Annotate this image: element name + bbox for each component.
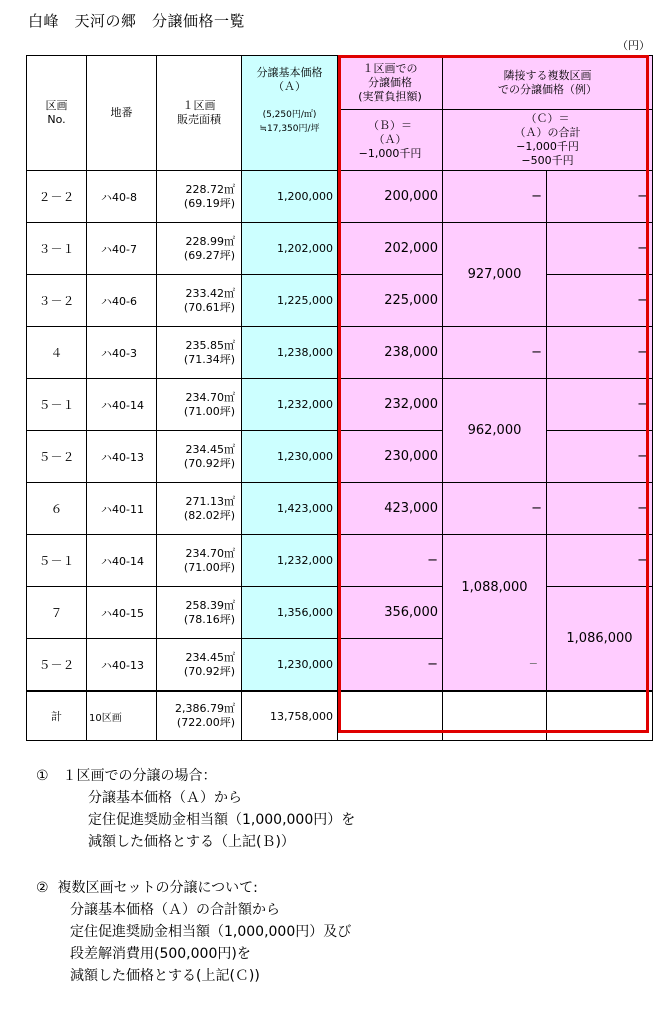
area-tsubo: (70.92坪): [183, 664, 235, 678]
cell-lot: ハ40-15: [87, 587, 157, 639]
page-title: 白峰 天河の郷 分譲価格一覧: [28, 12, 246, 30]
cell-base-price: 1,200,000: [242, 171, 338, 223]
cell-lot: ハ40-6: [87, 275, 157, 327]
header-no-line2: No.: [47, 113, 66, 126]
cell-combo-a: −: [443, 171, 547, 223]
area-sqm: 234.70㎡: [185, 546, 235, 560]
header-no: [27, 56, 87, 171]
table-row: [27, 535, 653, 587]
header-base-line1: 分譲基本価格: [256, 66, 323, 79]
cell-no: ３－２: [27, 275, 87, 327]
cell-no: ５－１: [27, 379, 87, 431]
total-label: 計: [27, 691, 87, 741]
header-base-note: [242, 108, 337, 136]
cell-combo-a: 962,000: [443, 379, 547, 483]
table-row: [27, 223, 653, 275]
table-row: [27, 171, 653, 223]
cell-single-price: 202,000: [338, 223, 443, 275]
header-area-line2: 販売面積: [177, 113, 221, 126]
table-row: [27, 483, 653, 535]
header-base-line2: （Ａ）: [273, 80, 306, 93]
cell-combo-b: −: [547, 223, 653, 275]
cell-area: [157, 379, 242, 431]
cell-lot: ハ40-11: [87, 483, 157, 535]
cell-single-price: 232,000: [338, 379, 443, 431]
cell-combo-b: −: [547, 275, 653, 327]
cell-no: ５－２: [27, 639, 87, 692]
cell-area: [157, 587, 242, 639]
cell-no: ３－１: [27, 223, 87, 275]
cell-no: ５－２: [27, 431, 87, 483]
area-tsubo: (82.02坪): [183, 508, 235, 522]
note-1-head: ① １区画での分譲の場合：: [36, 768, 217, 784]
cell-no: ４: [27, 327, 87, 379]
area-tsubo: (69.19坪): [183, 196, 235, 210]
header-area-line1: １区画: [182, 99, 216, 112]
cell-base-price: 1,202,000: [242, 223, 338, 275]
cell-no: ６: [27, 483, 87, 535]
cell-area: [157, 639, 242, 692]
area-tsubo: (71.00坪): [183, 404, 235, 418]
area-sqm: 271.13㎡: [185, 494, 235, 508]
area-sqm: 258.39㎡: [185, 598, 235, 612]
cell-combo-b: −: [547, 327, 653, 379]
total-combo-a-empty: [443, 691, 547, 741]
single-formula-line2: （Ａ）: [373, 133, 407, 146]
total-combo-b-empty: [547, 691, 653, 741]
cell-single-price: −: [338, 535, 443, 587]
area-sqm: 235.85㎡: [185, 338, 235, 352]
area-sqm: 234.45㎡: [185, 650, 235, 664]
area-sqm: 234.70㎡: [185, 390, 235, 404]
cell-base-price: 1,232,000: [242, 379, 338, 431]
multi-formula-line4: −500千円: [521, 154, 574, 167]
total-area: [157, 691, 242, 741]
cell-base-price: 1,356,000: [242, 587, 338, 639]
cell-combo-b: 1,086,000: [547, 587, 653, 692]
note-1-line: 減額した価格とする（上記(Ｂ)）: [88, 834, 295, 850]
table-row: [27, 379, 653, 431]
cell-area: [157, 431, 242, 483]
cell-base-price: 1,225,000: [242, 275, 338, 327]
cell-area: [157, 483, 242, 535]
note-2-line: 分譲基本価格（Ａ）の合計額から: [70, 902, 280, 918]
total-lots: 10区画: [87, 691, 157, 741]
note-2: [36, 877, 355, 987]
note-2-head: ② 複数区画セットの分譲について:: [36, 880, 258, 896]
area-tsubo: (70.61坪): [183, 300, 235, 314]
table-row: [27, 431, 653, 483]
cell-single-price: −: [338, 639, 443, 692]
area-sqm: 233.42㎡: [185, 286, 235, 300]
cell-area: [157, 327, 242, 379]
cell-lot: ハ40-7: [87, 223, 157, 275]
header-no-line1: 区画: [45, 99, 68, 112]
cell-no: ５－１: [27, 535, 87, 587]
area-tsubo: (71.00坪): [183, 560, 235, 574]
note-2-line: 減額した価格とする(上記(Ｃ)): [70, 968, 260, 984]
header-base-note-line1: (5,250円/㎡): [262, 110, 317, 120]
table-row: [27, 587, 653, 639]
cell-lot: ハ40-8: [87, 171, 157, 223]
cell-single-price: 238,000: [338, 327, 443, 379]
cell-lot: ハ40-13: [87, 639, 157, 692]
unit-label: （円）: [617, 39, 650, 52]
cell-single-price: 356,000: [338, 587, 443, 639]
cell-area: [157, 275, 242, 327]
table-row: [27, 327, 653, 379]
header-base-price: [242, 56, 338, 171]
cell-lot: ハ40-14: [87, 535, 157, 587]
header-base-note-line2: ≒17,350円/坪: [259, 124, 320, 134]
table-row: [27, 275, 653, 327]
cell-combo-a: −: [443, 483, 547, 535]
multi-formula-line3: −1,000千円: [516, 140, 579, 153]
cell-single-price: 230,000: [338, 431, 443, 483]
total-row: [27, 691, 653, 741]
cell-area: [157, 223, 242, 275]
header-single-line1: １区画での: [362, 61, 418, 75]
note-1-line: 分譲基本価格（Ａ）から: [88, 790, 242, 806]
total-area-sqm: 2,386.79㎡: [175, 702, 235, 715]
header-lot: 地番: [87, 56, 157, 171]
combo-a-dash: −: [528, 657, 538, 670]
note-1-line: 定住促進奨励金相当額（1,000,000円）を: [88, 812, 356, 828]
cell-lot: ハ40-13: [87, 431, 157, 483]
area-sqm: 234.45㎡: [185, 442, 235, 456]
cell-combo-a: 927,000: [443, 223, 547, 327]
single-formula-line1: （Ｂ）＝: [368, 119, 412, 132]
cell-base-price: 1,423,000: [242, 483, 338, 535]
header-multi-line2: での分譲価格（例）: [498, 82, 597, 96]
price-table: [26, 55, 653, 741]
area-sqm: 228.99㎡: [185, 234, 235, 248]
cell-base-price: 1,238,000: [242, 327, 338, 379]
cell-combo-a: −: [443, 327, 547, 379]
cell-base-price: 1,230,000: [242, 431, 338, 483]
header-multi-formula: [443, 110, 653, 171]
total-single-empty: [338, 691, 443, 741]
total-area-tsubo: (722.00坪): [176, 716, 235, 729]
multi-formula-line1: （Ｃ）＝: [525, 112, 570, 125]
cell-combo-b: −: [547, 379, 653, 431]
cell-no: ７: [27, 587, 87, 639]
note-2-line: 段差解消費用(500,000円)を: [70, 946, 251, 962]
notes: [36, 765, 355, 1011]
cell-combo-b: −: [547, 171, 653, 223]
cell-combo-a: [443, 535, 547, 692]
cell-no: ２－２: [27, 171, 87, 223]
cell-lot: ハ40-14: [87, 379, 157, 431]
single-formula-line3: −1,000千円: [358, 147, 422, 160]
header-multi-line1: 隣接する複数区画: [503, 68, 592, 82]
cell-single-price: 225,000: [338, 275, 443, 327]
cell-combo-b: −: [547, 535, 653, 587]
cell-area: [157, 535, 242, 587]
multi-formula-line2: （Ａ）の合計: [514, 126, 581, 139]
area-tsubo: (70.92坪): [183, 456, 235, 470]
header-single-line2: 分譲価格: [368, 75, 412, 89]
combo-a-value: 1,088,000: [461, 580, 528, 595]
cell-area: [157, 171, 242, 223]
cell-base-price: 1,232,000: [242, 535, 338, 587]
area-tsubo: (69.27坪): [183, 248, 235, 262]
header-multi-price: [443, 56, 653, 110]
cell-combo-b: −: [547, 483, 653, 535]
header-single-formula: [338, 110, 443, 171]
area-tsubo: (71.34坪): [183, 352, 235, 366]
area-sqm: 228.72㎡: [185, 182, 235, 196]
note-2-line: 定住促進奨励金相当額（1,000,000円）及び: [70, 924, 352, 940]
header-area: [157, 56, 242, 171]
header-single-line3: (実質負担額): [358, 89, 422, 103]
cell-single-price: 200,000: [338, 171, 443, 223]
header-single-price: [338, 56, 443, 110]
cell-base-price: 1,230,000: [242, 639, 338, 692]
note-1: [36, 765, 355, 853]
cell-lot: ハ40-3: [87, 327, 157, 379]
area-tsubo: (78.16坪): [183, 612, 235, 626]
cell-single-price: 423,000: [338, 483, 443, 535]
total-base-price: 13,758,000: [242, 691, 338, 741]
cell-combo-b: −: [547, 431, 653, 483]
